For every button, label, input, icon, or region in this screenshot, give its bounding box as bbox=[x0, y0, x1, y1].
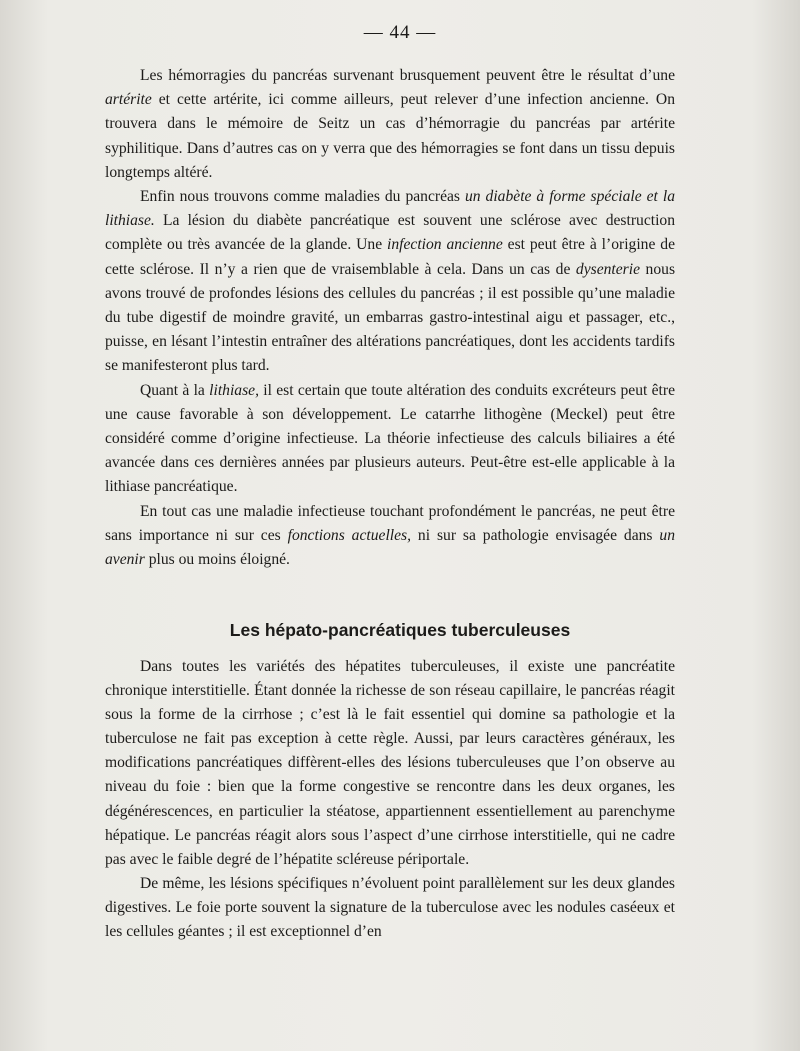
page-number: — 44 — bbox=[363, 22, 437, 43]
body-text bbox=[105, 64, 675, 572]
paragraph bbox=[105, 655, 675, 872]
italic-text: fonctions actuelles, bbox=[287, 526, 412, 544]
paragraph bbox=[105, 185, 675, 379]
italic-text: un avenir bbox=[105, 526, 675, 569]
paragraph bbox=[105, 64, 675, 185]
italic-text: dysenterie bbox=[575, 260, 641, 278]
paragraph bbox=[105, 379, 675, 500]
text-segment: et cette artérite, ici comme ailleurs, peut relever d’une infection ancienne. On trouvera dans le mémoire de Seitz un cas d’hémorragie du pancréas par artérite syphilitique. Dans d’autres cas on y verra que des hémorragies se font dans un tissu depuis longtemps altéré. bbox=[105, 91, 675, 181]
text-segment: Enfin nous trouvons comme maladies du pancréas bbox=[140, 188, 465, 206]
text-segment: Dans toutes les variétés des hépatites tuberculeuses, il existe une pancréatite chronique interstitielle. Étant donnée la richesse de son réseau capillaire, le pancréas réagit sous la forme de la cirrhose ; c’est là le fait essentiel qui domine sa pathologie et la tuberculose ne fait pas exception à cette règle. Aussi, par leurs caractères généraux, les modifications pancréatiques diffèrent-elles des lésions tuberculeuses que l’on observe au niveau du foie : bien que la forme congestive se rencontre dans les deux organes, les dégénérescences, en particulier la stéatose, appartiennent essentiellement au parenchyme hépatique. Le pancréas réagit alors sous l’aspect d’une cirrhose interstitielle, qui ne cadre pas avec le faible degré de l’hépatite scléreuse périportale. bbox=[105, 658, 675, 868]
italic-text: lithiase, bbox=[209, 381, 259, 399]
paragraph bbox=[105, 872, 675, 944]
text-segment: il est certain que toute altération des conduits excréteurs peut être une cause favorable à son développement. Le catarrhe lithogène (Meckel) peut être considéré comme d’origine infectieuse. La théorie infectieuse des calculs biliaires a été avancée dans ces dernières années par plusieurs auteurs. Peut-être est-elle applicable à la lithiase pancréatique. bbox=[105, 381, 676, 496]
text-segment: Quant à la bbox=[140, 381, 210, 399]
text-segment: ni sur sa pathologie envisagée dans bbox=[411, 526, 660, 544]
text-segment: La lésion du diabète pancréatique est souvent une sclérose avec destruction complète ou très avancée de la glande. Une bbox=[105, 212, 675, 254]
text-segment: est peut être à l’origine de cette sclérose. Il n’y a rien que de vraisemblable à cela. Dans un cas de bbox=[105, 236, 675, 278]
text-segment: plus ou moins éloigné. bbox=[144, 551, 290, 569]
section-title: Les hépato-pancréatiques tuberculeuses bbox=[229, 620, 571, 640]
text-segment: En tout cas une maladie infectieuse touchant profondément le pancréas, ne peut être sans importance ni sur ces bbox=[105, 502, 675, 544]
text-segment: nous avons trouvé de profondes lésions des cellules du pancréas ; il est possible qu’une maladie du tube digestif de moindre gravité, un embarras gastro-intestinal aigu et passager, etc., puisse, en lésant l’intestin entraîner des altérations pancréatiques, dont les accidents tardifs se manifesteront plus tard. bbox=[105, 260, 676, 375]
italic-text: artérite bbox=[105, 91, 152, 109]
text-segment: De même, les lésions spécifiques n’évoluent point parallèlement sur les deux glandes digestives. Le foie porte souvent la signature de la tuberculose avec les nodules caséeux et les cellules géantes ; il est exceptionnel d’en bbox=[105, 874, 675, 941]
section-body-text bbox=[105, 655, 675, 944]
italic-text: un diabète à forme spéciale et la lithiase. bbox=[105, 188, 675, 230]
paragraph bbox=[105, 500, 675, 573]
text-segment: Les hémorragies du pancréas survenant brusquement peuvent être le résultat d’une bbox=[140, 67, 675, 84]
italic-text: infection ancienne bbox=[387, 236, 503, 254]
